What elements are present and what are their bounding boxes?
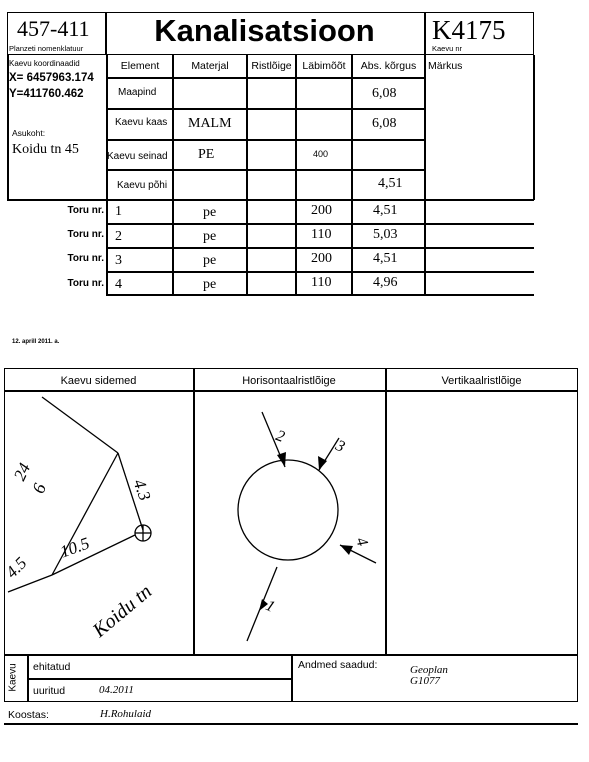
well-number-value: K4175 bbox=[432, 15, 506, 45]
compiled-label: Koostas: bbox=[8, 709, 49, 721]
pipe-number: 1 bbox=[115, 204, 122, 219]
row-height-value: 6,08 bbox=[372, 116, 397, 131]
pipe-row-label: Toru nr. bbox=[67, 253, 104, 264]
tie-label-b: 6 bbox=[28, 480, 50, 496]
pipe-diameter: 200 bbox=[311, 203, 332, 218]
pipe-number: 4 bbox=[115, 277, 122, 292]
well-number-label: Kaevu nr bbox=[432, 44, 463, 53]
row-material-value: PE bbox=[198, 147, 215, 162]
footer-side-label: Kaevu bbox=[7, 663, 19, 692]
pipe-number: 3 bbox=[115, 253, 122, 268]
divider bbox=[291, 655, 293, 702]
pipe-diameter: 110 bbox=[311, 275, 332, 290]
pipe-label-4: 4 bbox=[352, 535, 371, 549]
pipe-height: 4,96 bbox=[373, 275, 398, 290]
pipe-row-label: Toru nr. bbox=[67, 278, 104, 289]
measured-label: uuritud bbox=[33, 685, 66, 697]
col-header-element: Element bbox=[120, 60, 160, 72]
col-vertical-title: Vertikaalristlõige bbox=[441, 375, 522, 387]
pipe-label-1: 1 bbox=[262, 597, 278, 616]
pipe-height: 4,51 bbox=[373, 251, 398, 266]
tie-label-a: 24 bbox=[9, 460, 35, 484]
row-height-value: 6,08 bbox=[372, 86, 397, 101]
coord-x: X= 6457963.174 bbox=[9, 72, 94, 84]
pipe-material: pe bbox=[203, 277, 217, 292]
coord-y: Y=411760.462 bbox=[9, 88, 84, 100]
col-header-remarks: Märkus bbox=[428, 60, 463, 72]
pipe-material: pe bbox=[203, 253, 217, 268]
pipe-material: pe bbox=[203, 205, 217, 220]
row-height-value: 4,51 bbox=[378, 176, 403, 191]
pipe-material: pe bbox=[203, 229, 217, 244]
divider bbox=[4, 723, 578, 725]
location-value: Koidu tn 45 bbox=[12, 142, 79, 157]
date-note: 12. aprill 2011. a. bbox=[12, 339, 60, 345]
built-label: ehitatud bbox=[33, 661, 71, 673]
nomenclature-value: 457-411 bbox=[17, 16, 90, 41]
street-label: Koidu tn bbox=[88, 580, 157, 642]
pipe-row-label: Toru nr. bbox=[67, 205, 104, 216]
pipe-height: 5,03 bbox=[373, 227, 398, 242]
row-element-label: Kaevu põhi bbox=[117, 180, 168, 191]
pipe-label-2: 2 bbox=[273, 427, 287, 446]
row-element-label: Kaevu seinad bbox=[107, 151, 168, 162]
measured-value: 04.2011 bbox=[99, 684, 134, 696]
col-header-diameter: Läbimõõt bbox=[302, 60, 346, 72]
tie-label-d: 10.5 bbox=[57, 533, 92, 562]
row-diameter-value: 400 bbox=[313, 149, 329, 159]
compiled-value: H.Rohulaid bbox=[100, 708, 152, 720]
row-element-label: Maapind bbox=[118, 87, 157, 98]
nomenclature-label: Planzeti nomenklatuur bbox=[9, 44, 84, 53]
data-from-value-1: Geoplan bbox=[410, 664, 448, 676]
divider bbox=[27, 678, 291, 680]
col-horizontal-title: Horisontaalristlõige bbox=[242, 375, 336, 387]
pipe-diameter: 110 bbox=[311, 227, 332, 242]
pipe-height: 4,51 bbox=[373, 203, 398, 218]
row-element-label: Kaevu kaas bbox=[115, 117, 168, 128]
coords-label: Kaevu koordinaadid bbox=[9, 59, 80, 68]
pipe-number: 2 bbox=[115, 229, 122, 244]
location-label: Asukoht: bbox=[12, 128, 46, 138]
col-header-abs-height: Abs. kõrgus bbox=[360, 60, 417, 72]
col-header-cross-section: Ristlõige bbox=[251, 60, 292, 72]
col-ties-title: Kaevu sidemed bbox=[60, 375, 137, 387]
pipe-row-label: Toru nr. bbox=[67, 229, 104, 240]
pipe-diameter: 200 bbox=[311, 251, 332, 266]
col-header-material: Materjal bbox=[191, 60, 229, 72]
pipe-label-3: 3 bbox=[332, 437, 348, 456]
tie-label-c: 4.3 bbox=[129, 476, 155, 504]
data-from-label: Andmed saadud: bbox=[298, 659, 378, 671]
page-title: Kanalisatsioon bbox=[154, 13, 375, 48]
row-material-value: MALM bbox=[188, 116, 232, 131]
data-from-value-2: G1077 bbox=[410, 675, 440, 687]
tie-label-e: 4.5 bbox=[2, 553, 31, 582]
